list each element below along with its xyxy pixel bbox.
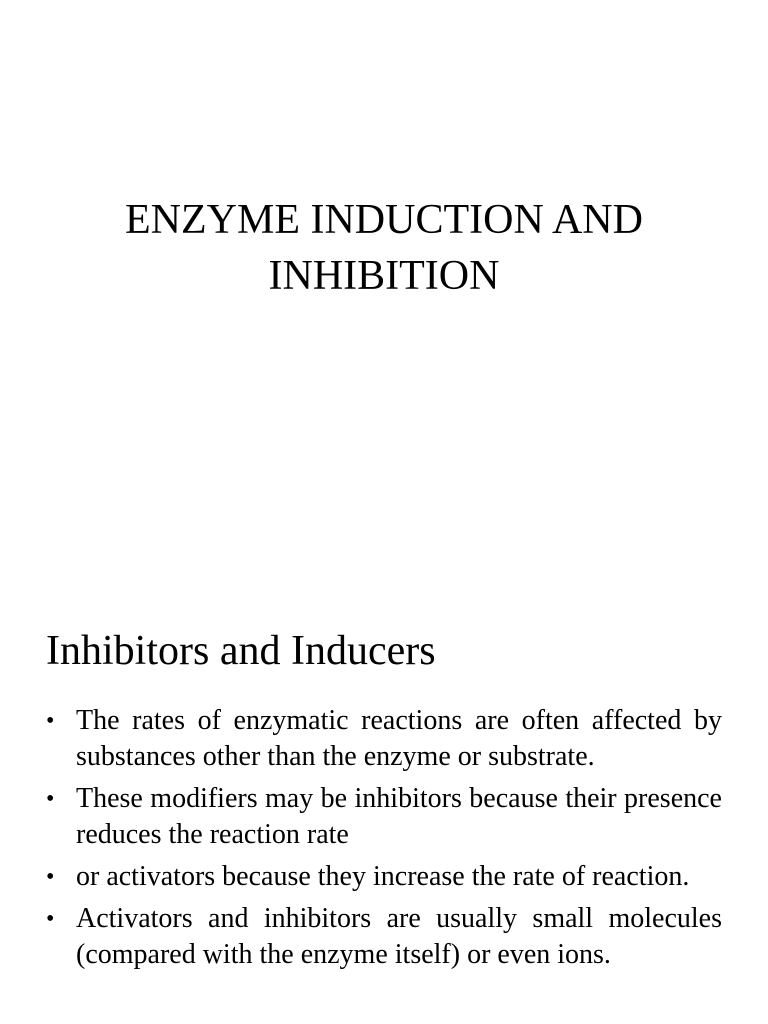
- section-heading: Inhibitors and Inducers: [46, 628, 436, 674]
- bullet-text: Activators and inhibitors are usually small molecules (compared with the enzyme itself) or even ions.: [76, 903, 722, 970]
- bullet-text: The rates of enzymatic reactions are often affected by substances other than the enzyme or substrate.: [76, 705, 722, 772]
- bullet-text: These modifiers may be inhibitors because their presence reduces the reaction rate: [76, 783, 722, 850]
- bullet-item: [46, 703, 722, 775]
- bullet-icon: •: [46, 708, 55, 734]
- slide-title-line-2: INHIBITION: [268, 253, 500, 299]
- slide-title-line-1: ENZYME INDUCTION AND: [125, 197, 643, 243]
- bullet-icon: •: [46, 864, 55, 890]
- bullet-list: [46, 703, 722, 979]
- bullet-text: or activators because they increase the rate of reaction.: [76, 861, 690, 892]
- bullet-item: [46, 781, 722, 853]
- bullet-item: [46, 859, 722, 895]
- bullet-icon: •: [46, 906, 55, 932]
- slide-title: [60, 192, 708, 304]
- bullet-icon: •: [46, 786, 55, 812]
- bullet-item: [46, 901, 722, 973]
